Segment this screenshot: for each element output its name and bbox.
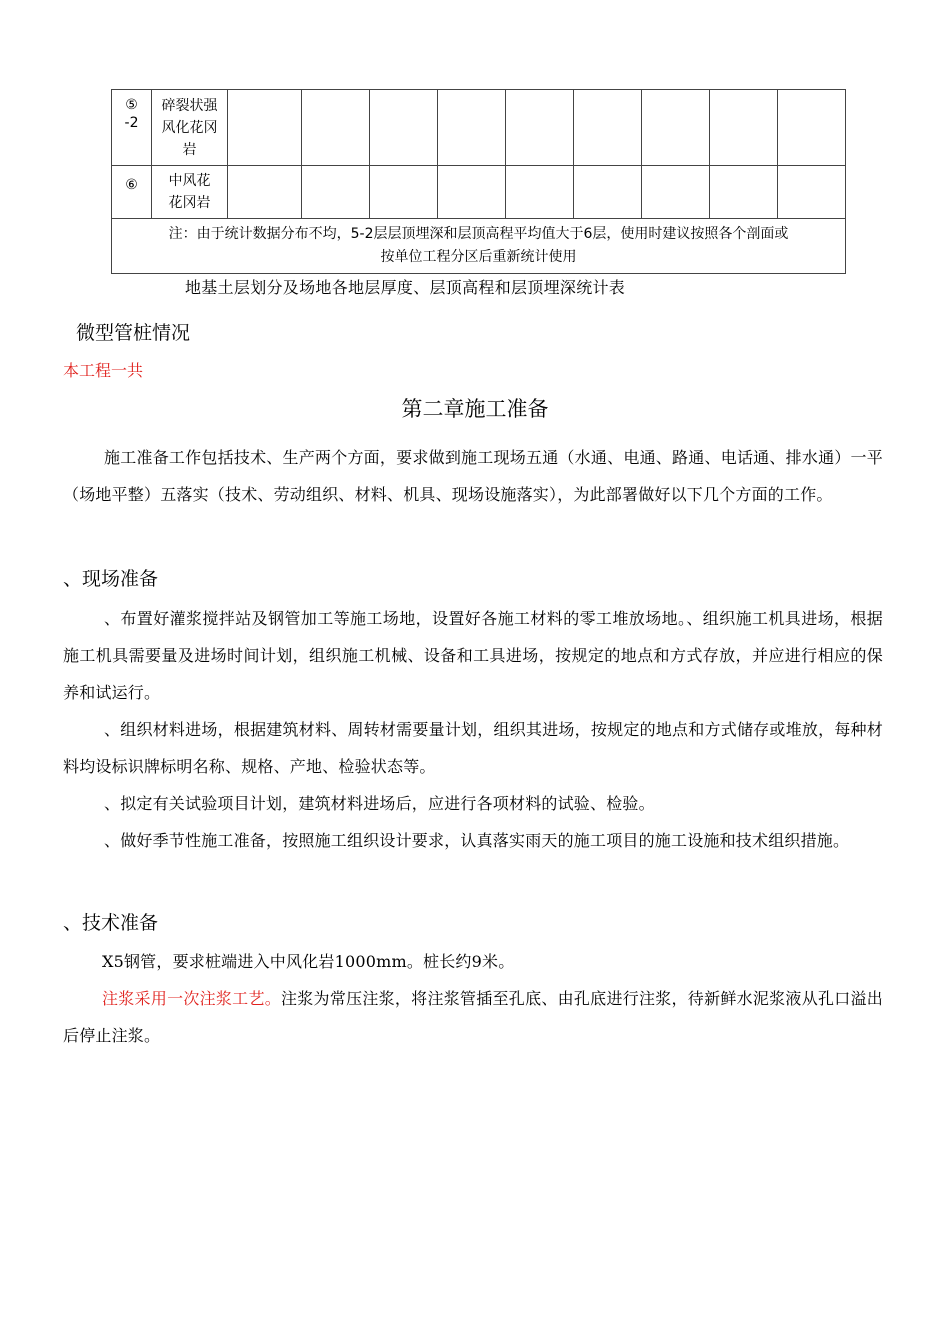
table-cell (438, 90, 506, 166)
site-prep-paragraph: 、做好季节性施工准备，按照施工组织设计要求，认真落实雨天的施工项目的施工设施和技术组织措施。 (104, 831, 850, 850)
table-cell (438, 166, 506, 219)
tech-prep-paragraph: 注浆采用一次注浆工艺。注浆为常压注浆，将注浆管插至孔底、由孔底进行注浆，待新鲜水泥浆液从孔口溢出后停止注浆。 (63, 989, 883, 1045)
table-note-row (112, 219, 846, 274)
micro-pile-red-text: 本工程一共 (63, 361, 144, 380)
micro-pile-heading: 微型管桩情况 (76, 322, 191, 344)
table-cell (574, 166, 642, 219)
table-cell (302, 90, 370, 166)
tech-prep-heading: 、技术准备 (63, 912, 159, 934)
intro-paragraph: 施工准备工作包括技术、生产两个方面，要求做到施工现场五通（水通、电通、路通、电话通、排水通）一平（场地平整）五落实（技术、劳动组织、材料、机具、现场设施落实），为此部署做好以下几个方面的工作。 (63, 448, 883, 504)
layer-name-cell: 中风花 花冈岩 (152, 166, 228, 219)
table-cell (370, 90, 438, 166)
site-prep-paragraph: 、拟定有关试验项目计划，建筑材料进场后，应进行各项材料的试验、检验。 (104, 794, 655, 813)
table-cell (506, 90, 574, 166)
site-prep-heading: 、现场准备 (63, 568, 159, 590)
site-prep-body (63, 600, 883, 859)
table-cell (506, 166, 574, 219)
tech-prep-body (63, 943, 883, 1054)
chapter-title: 第二章施工准备 (401, 397, 549, 421)
table-cell (228, 90, 302, 166)
table-cell (370, 166, 438, 219)
grouting-method-red-text: 注浆采用一次注浆工艺。 (102, 989, 281, 1008)
table-row (112, 166, 846, 219)
site-prep-paragraph: 、布置好灌浆搅拌站及钢管加工等施工场地，设置好各施工材料的零工堆放场地。、组织施工机具进场，根据施工机具需要量及进场时间计划，组织施工机械、设备和工具进场，按规定的地点和方式存放，并应进行相应的保养和试运行。 (63, 609, 883, 702)
layer-code-cell: ⑤ -2 (112, 90, 152, 166)
table-cell (778, 90, 846, 166)
table-cell (302, 166, 370, 219)
table-cell (710, 166, 778, 219)
table-cell (710, 90, 778, 166)
table-cell (574, 90, 642, 166)
table-cell (642, 166, 710, 219)
layer-code-cell: ⑥ (112, 166, 152, 219)
tech-prep-paragraph: X5钢管，要求桩端进入中风化岩1000mm。桩长约9米。 (102, 952, 515, 971)
table-note: 注：由于统计数据分布不均，5-2层层顶埋深和层顶高程平均值大于6层，使用时建议按照各个剖面或 按单位工程分区后重新统计使用 (112, 219, 846, 274)
table-caption: 地基土层划分及场地各地层厚度、层顶高程和层顶埋深统计表 (185, 278, 626, 297)
table-cell (642, 90, 710, 166)
layer-name-cell: 碎裂状强 风化花冈 岩 (152, 90, 228, 166)
table-cell (778, 166, 846, 219)
strata-statistics-table (111, 89, 846, 274)
table-row (112, 90, 846, 166)
site-prep-paragraph: 、组织材料进场，根据建筑材料、周转材需要量计划，组织其进场，按规定的地点和方式储存或堆放，每种材料均设标识牌标明名称、规格、产地、检验状态等。 (63, 720, 883, 776)
table-cell (228, 166, 302, 219)
